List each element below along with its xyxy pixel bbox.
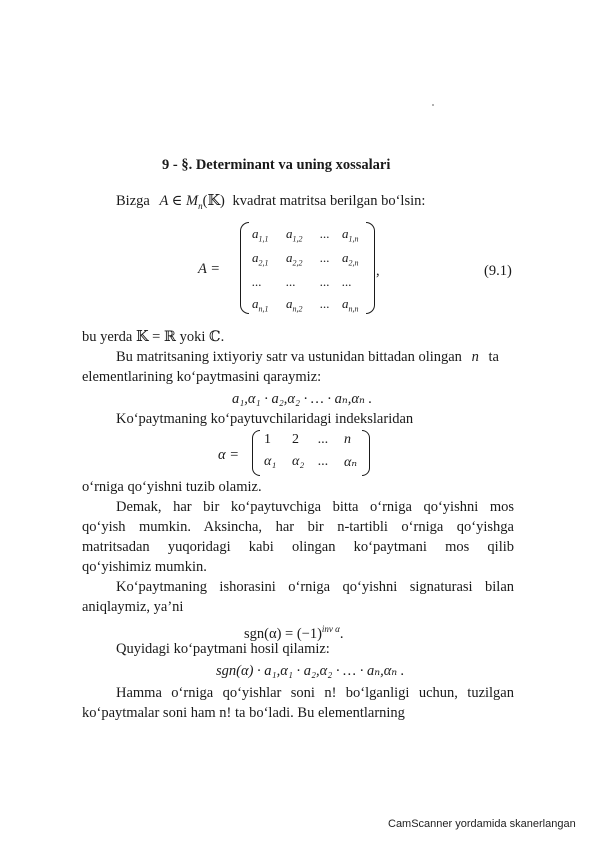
matrix-cell: $a_{1,1}$: [252, 226, 269, 244]
matrix-cell: $a_{2,1}$: [252, 250, 269, 268]
paragraph-5-line-3: matritsadan yuqoridagi kabi olingan ko‘paytmani mos qilib: [82, 539, 514, 555]
permutation-cell: α₂: [292, 454, 305, 469]
perm-right-bracket: [362, 430, 370, 476]
permutation-cell: n: [344, 432, 351, 447]
section-heading: 9 - §. Determinant va uning xossalari: [162, 157, 391, 173]
paragraph-6-line-2: aniqlaymiz, ya’ni: [82, 599, 184, 615]
matrix-cell: ...: [320, 226, 330, 241]
matrix-cell: ...: [320, 274, 330, 289]
paragraph-5-line-4: qo‘yishimiz mumkin.: [82, 559, 207, 575]
paragraph-7: Quyidagi ko‘paytmani hosil qilamiz:: [116, 641, 330, 657]
scan-speck: [432, 104, 434, 106]
matrix-cell: ...: [320, 296, 330, 311]
perm-lhs: α =: [218, 447, 240, 463]
intro-field: (𝕂): [202, 193, 225, 209]
intro-line: [116, 192, 425, 215]
permutation-cell: ...: [318, 432, 329, 447]
paragraph-6-line-1: Ko‘paytmaning ishorasini o‘rniga qo‘yishni signaturasi bilan: [116, 579, 514, 595]
sgn-exponent: inv α: [321, 624, 340, 634]
permutation-cell: α₁: [264, 454, 277, 469]
matrix-cell: $a_{n,n}$: [342, 296, 359, 314]
permutation-cell: ...: [318, 454, 329, 469]
product-formula: a₁,α₁ · a₂,α₂ · … · aₙ,αₙ .: [232, 391, 373, 407]
matrix-right-bracket: [366, 222, 375, 314]
perm-left-bracket: [252, 430, 260, 476]
matrix-lhs: A =: [198, 261, 221, 277]
scanner-watermark: CamScanner yordamida skanerlangan: [388, 818, 576, 830]
matrix-cell: $a_{1,n}$: [342, 226, 359, 244]
matrix-comma: ,: [376, 263, 380, 279]
paragraph-2-line-1: [116, 348, 499, 366]
sgn-lhs: sgn(α) = (−1): [244, 625, 322, 642]
equation-number: (9.1): [484, 263, 512, 279]
matrix-cell: $a_{n,1}$: [252, 296, 269, 314]
paragraph-2-line-2: elementlarining ko‘paytmasini qaraymiz:: [82, 369, 322, 385]
intro-sub: n: [198, 200, 203, 211]
paragraph-8-line-2: ko‘paytmalar soni ham n! ta bo‘ladi. Bu elementlarning: [82, 705, 405, 721]
paragraph-5-line-2: qo‘yish mumkin. Aksincha, har bir n-tartibli o‘rniga qo‘yishga: [82, 519, 514, 535]
sgn-end: .: [339, 625, 344, 642]
paragraph-8-line-1: Hamma o‘rniga qo‘yishlar soni n! bo‘lganligi uchun, tuzilgan: [116, 685, 514, 701]
permutation-cell: αₙ: [344, 455, 358, 470]
matrix-cell: ...: [320, 250, 330, 265]
p2-ta: ta: [488, 349, 499, 365]
permutation-cell: 1: [264, 432, 271, 447]
p2-n: n: [471, 349, 479, 365]
field-definition: bu yerda 𝕂 = ℝ yoki ℂ.: [82, 329, 225, 345]
matrix-cell: $a_{n,2}$: [286, 296, 303, 314]
sgn-product-formula: sgn(α) · a₁,α₁ · a₂,α₂ · … · aₙ,αₙ .: [216, 663, 405, 679]
matrix-cell: ...: [252, 274, 262, 289]
paragraph-4: o‘rniga qo‘yishni tuzib olamiz.: [82, 479, 262, 495]
paragraph-5-line-1: Demak, har bir ko‘paytuvchiga bitta o‘rniga qo‘yishni mos: [116, 499, 514, 515]
p2-text: Bu matritsaning ixtiyoriy satr va ustunidan bittadan olingan: [116, 349, 462, 365]
matrix-cell: $a_{1,2}$: [286, 226, 303, 244]
matrix-cell: $a_{2,n}$: [342, 250, 359, 268]
intro-expr: A ∈ M: [159, 193, 199, 209]
intro-suffix: kvadrat matritsa berilgan bo‘lsin:: [232, 193, 426, 209]
matrix-cell: $a_{2,2}$: [286, 250, 303, 268]
paragraph-3: Ko‘paytmaning ko‘paytuvchilaridagi indekslaridan: [116, 411, 414, 427]
permutation-cell: 2: [292, 432, 299, 447]
matrix-cell: ...: [286, 274, 296, 289]
matrix-cell: ...: [342, 274, 352, 289]
intro-prefix: Bizga: [116, 193, 150, 209]
matrix-left-bracket: [240, 222, 249, 314]
